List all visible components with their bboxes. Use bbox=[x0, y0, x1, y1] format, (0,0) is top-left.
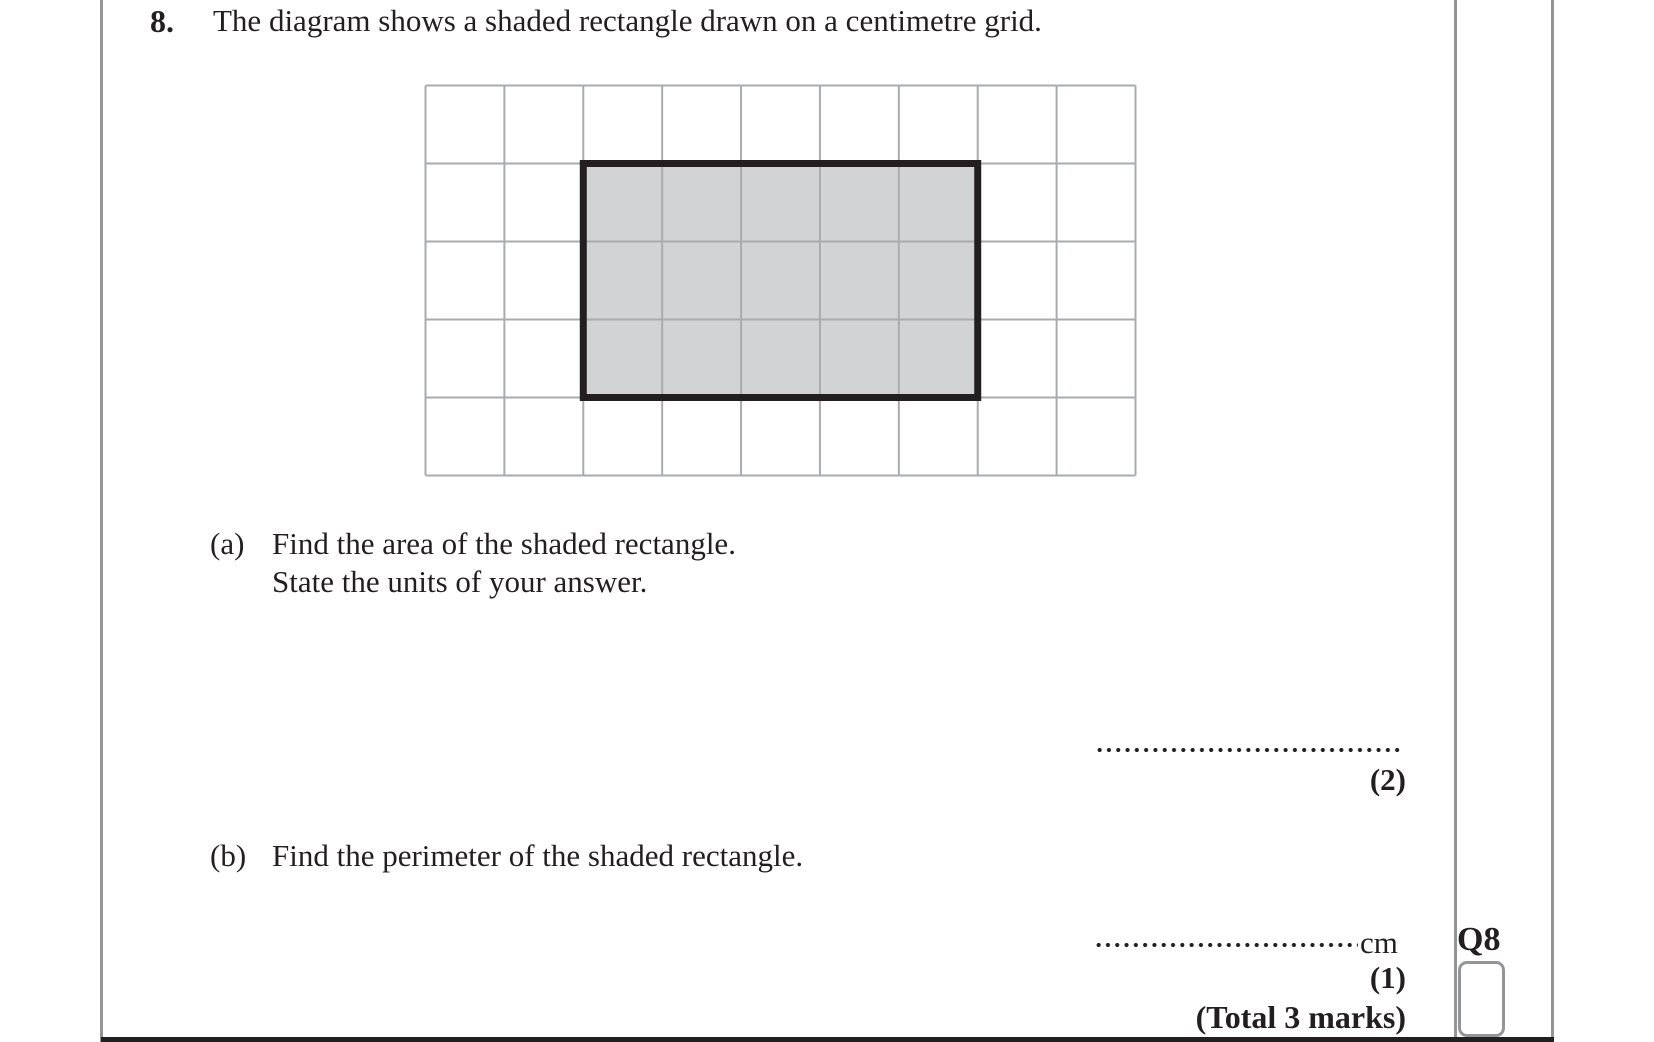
centimetre-grid-diagram bbox=[424, 84, 1137, 477]
margin-question-label: Q8 bbox=[1457, 921, 1501, 958]
part-a-label: (a) bbox=[210, 526, 245, 561]
left-page-rule bbox=[100, 0, 103, 1042]
question-number: 8. bbox=[150, 3, 174, 39]
answer-unit-cm: cm bbox=[1360, 925, 1398, 960]
marker-score-box bbox=[1458, 961, 1505, 1037]
part-a-text bbox=[272, 525, 736, 601]
answer-line-part-a bbox=[1095, 747, 1400, 753]
part-a-line-1: Find the area of the shaded rectangle. bbox=[272, 526, 736, 561]
part-b-marks: (1) bbox=[1369, 960, 1406, 995]
total-marks: (Total 3 marks) bbox=[1195, 999, 1406, 1035]
right-margin-rule-outer bbox=[1551, 0, 1554, 1042]
part-b-line-1: Find the perimeter of the shaded rectangle. bbox=[272, 838, 804, 873]
part-b-text bbox=[272, 837, 803, 875]
question-prompt: The diagram shows a shaded rectangle drawn on a centimetre grid. bbox=[213, 3, 1042, 38]
right-margin-rule-inner bbox=[1454, 0, 1457, 1042]
part-a-line-2: State the units of your answer. bbox=[272, 564, 648, 599]
shaded-rectangle-fill bbox=[583, 164, 977, 398]
page-bottom-edge bbox=[101, 1037, 1554, 1042]
part-a-marks: (2) bbox=[1369, 762, 1406, 797]
part-b-label: (b) bbox=[210, 838, 247, 873]
answer-line-part-b bbox=[1094, 942, 1358, 948]
